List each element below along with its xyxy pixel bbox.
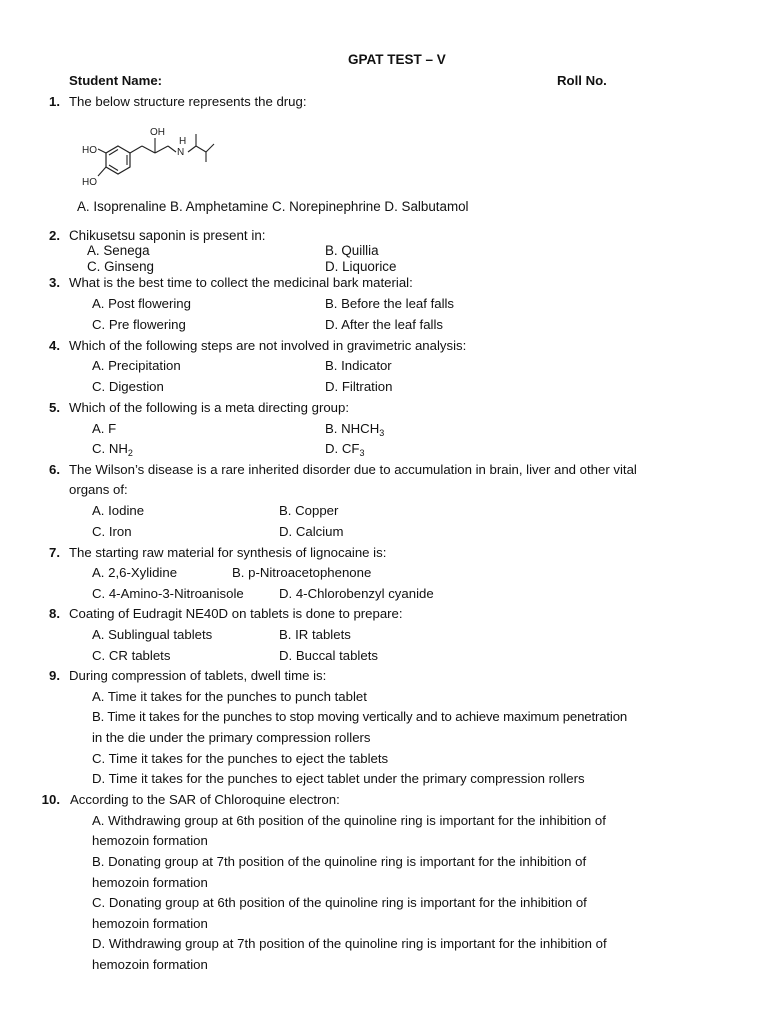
option: B. Copper: [279, 503, 339, 518]
option-continuation: hemozoin formation: [92, 875, 208, 890]
question-text: What is the best time to collect the medicinal bark material:: [69, 275, 413, 290]
option: A. Time it takes for the punches to punch tablet: [92, 689, 367, 704]
question-text-line2: organs of:: [69, 482, 128, 497]
question-number: 10.: [41, 792, 60, 807]
option: B. IR tablets: [279, 627, 351, 642]
structure-label-oh: OH: [150, 127, 165, 138]
option-continuation: hemozoin formation: [92, 833, 208, 848]
student-name-label: Student Name:: [69, 73, 163, 88]
option: C. Iron: [92, 524, 132, 539]
question-number: 3.: [49, 275, 60, 290]
question-number: 6.: [49, 462, 60, 477]
question-number: 4.: [49, 338, 60, 353]
option: A. 2,6-Xylidine: [92, 565, 178, 580]
structure-label-ho-top: HO: [82, 145, 97, 156]
option: B. Donating group at 7th position of the quinoline ring is important for the inhibition of: [92, 854, 587, 869]
option: A. Iodine: [92, 503, 145, 518]
question-number: 2.: [49, 228, 60, 243]
option-text: D. CF: [325, 441, 360, 456]
option-text: B. NHCH: [325, 421, 380, 436]
options-line: A. Isoprenaline B. Amphetamine C. Norepinephrine D. Salbutamol: [77, 199, 469, 214]
option: B. Indicator: [325, 358, 392, 373]
option-subscript: 3: [359, 448, 365, 458]
option: C. Donating group at 6th position of the quinoline ring is important for the inhibition of: [92, 895, 587, 910]
structure-label-h: H: [179, 136, 187, 147]
question-text-line1: The Wilson’s disease is a rare inherited disorder due to accumulation in brain, liver and other vital: [69, 462, 637, 477]
question-text: Coating of Eudragit NE40D on tablets is done to prepare:: [69, 606, 403, 621]
question-number: 9.: [49, 668, 60, 683]
option: [92, 441, 133, 457]
option-subscript: 3: [379, 428, 385, 438]
option: C. Pre flowering: [92, 317, 186, 332]
structure-label-n: N: [177, 147, 185, 158]
question-text: According to the SAR of Chloroquine electron:: [70, 792, 340, 807]
option: B. Before the leaf falls: [325, 296, 455, 311]
roll-no-label: Roll No.: [557, 73, 607, 88]
option: D. Time it takes for the punches to eject tablet under the primary compression rollers: [92, 771, 585, 786]
option: [325, 441, 364, 457]
option: A. Senega: [87, 243, 150, 258]
option: B. p-Nitroacetophenone: [232, 565, 372, 580]
option-continuation: hemozoin formation: [92, 916, 208, 931]
option-continuation: hemozoin formation: [92, 957, 208, 972]
question-text: During compression of tablets, dwell time is:: [69, 668, 327, 683]
option: A. Precipitation: [92, 358, 181, 373]
question-number: 1.: [49, 94, 60, 109]
question-number: 5.: [49, 400, 60, 415]
option: A. Sublingual tablets: [92, 627, 213, 642]
option: C. Time it takes for the punches to eject the tablets: [92, 751, 389, 766]
option: A. Withdrawing group at 6th position of the quinoline ring is important for the inhibition of: [92, 813, 606, 828]
option-continuation: in the die under the primary compression rollers: [92, 730, 371, 745]
option: A. F: [92, 421, 117, 436]
question-number: 8.: [49, 606, 60, 621]
option: D. Buccal tablets: [279, 648, 378, 663]
page-title: GPAT TEST – V: [348, 52, 446, 67]
option-subscript: 2: [127, 448, 133, 458]
question-text: Which of the following steps are not involved in gravimetric analysis:: [69, 338, 467, 353]
option: D. After the leaf falls: [325, 317, 444, 332]
option: C. 4-Amino-3-Nitroanisole: [92, 586, 244, 601]
option: A. Post flowering: [92, 296, 191, 311]
option: D. Filtration: [325, 379, 393, 394]
option: B. Quillia: [325, 243, 379, 258]
option: C. Digestion: [92, 379, 164, 394]
structure-label-ho-bottom: HO: [82, 177, 97, 188]
question-number: 7.: [49, 545, 60, 560]
option: D. Liquorice: [325, 259, 397, 274]
question-text: Chikusetsu saponin is present in:: [69, 228, 266, 243]
question-text: The below structure represents the drug:: [69, 94, 307, 109]
option: D. 4-Chlorobenzyl cyanide: [279, 586, 434, 601]
option: D. Withdrawing group at 7th position of the quinoline ring is important for the inhibition of: [92, 936, 607, 951]
question-text: Which of the following is a meta directing group:: [69, 400, 350, 415]
question-text: The starting raw material for synthesis of lignocaine is:: [69, 545, 387, 560]
option: C. Ginseng: [87, 259, 154, 274]
option: C. CR tablets: [92, 648, 171, 663]
option: D. Calcium: [279, 524, 344, 539]
chemical-structure: [78, 122, 218, 192]
option: B. Time it takes for the punches to stop moving vertically and to achieve maximum penetration: [92, 709, 628, 724]
option: [325, 421, 384, 437]
option-text: C. NH: [92, 441, 128, 456]
